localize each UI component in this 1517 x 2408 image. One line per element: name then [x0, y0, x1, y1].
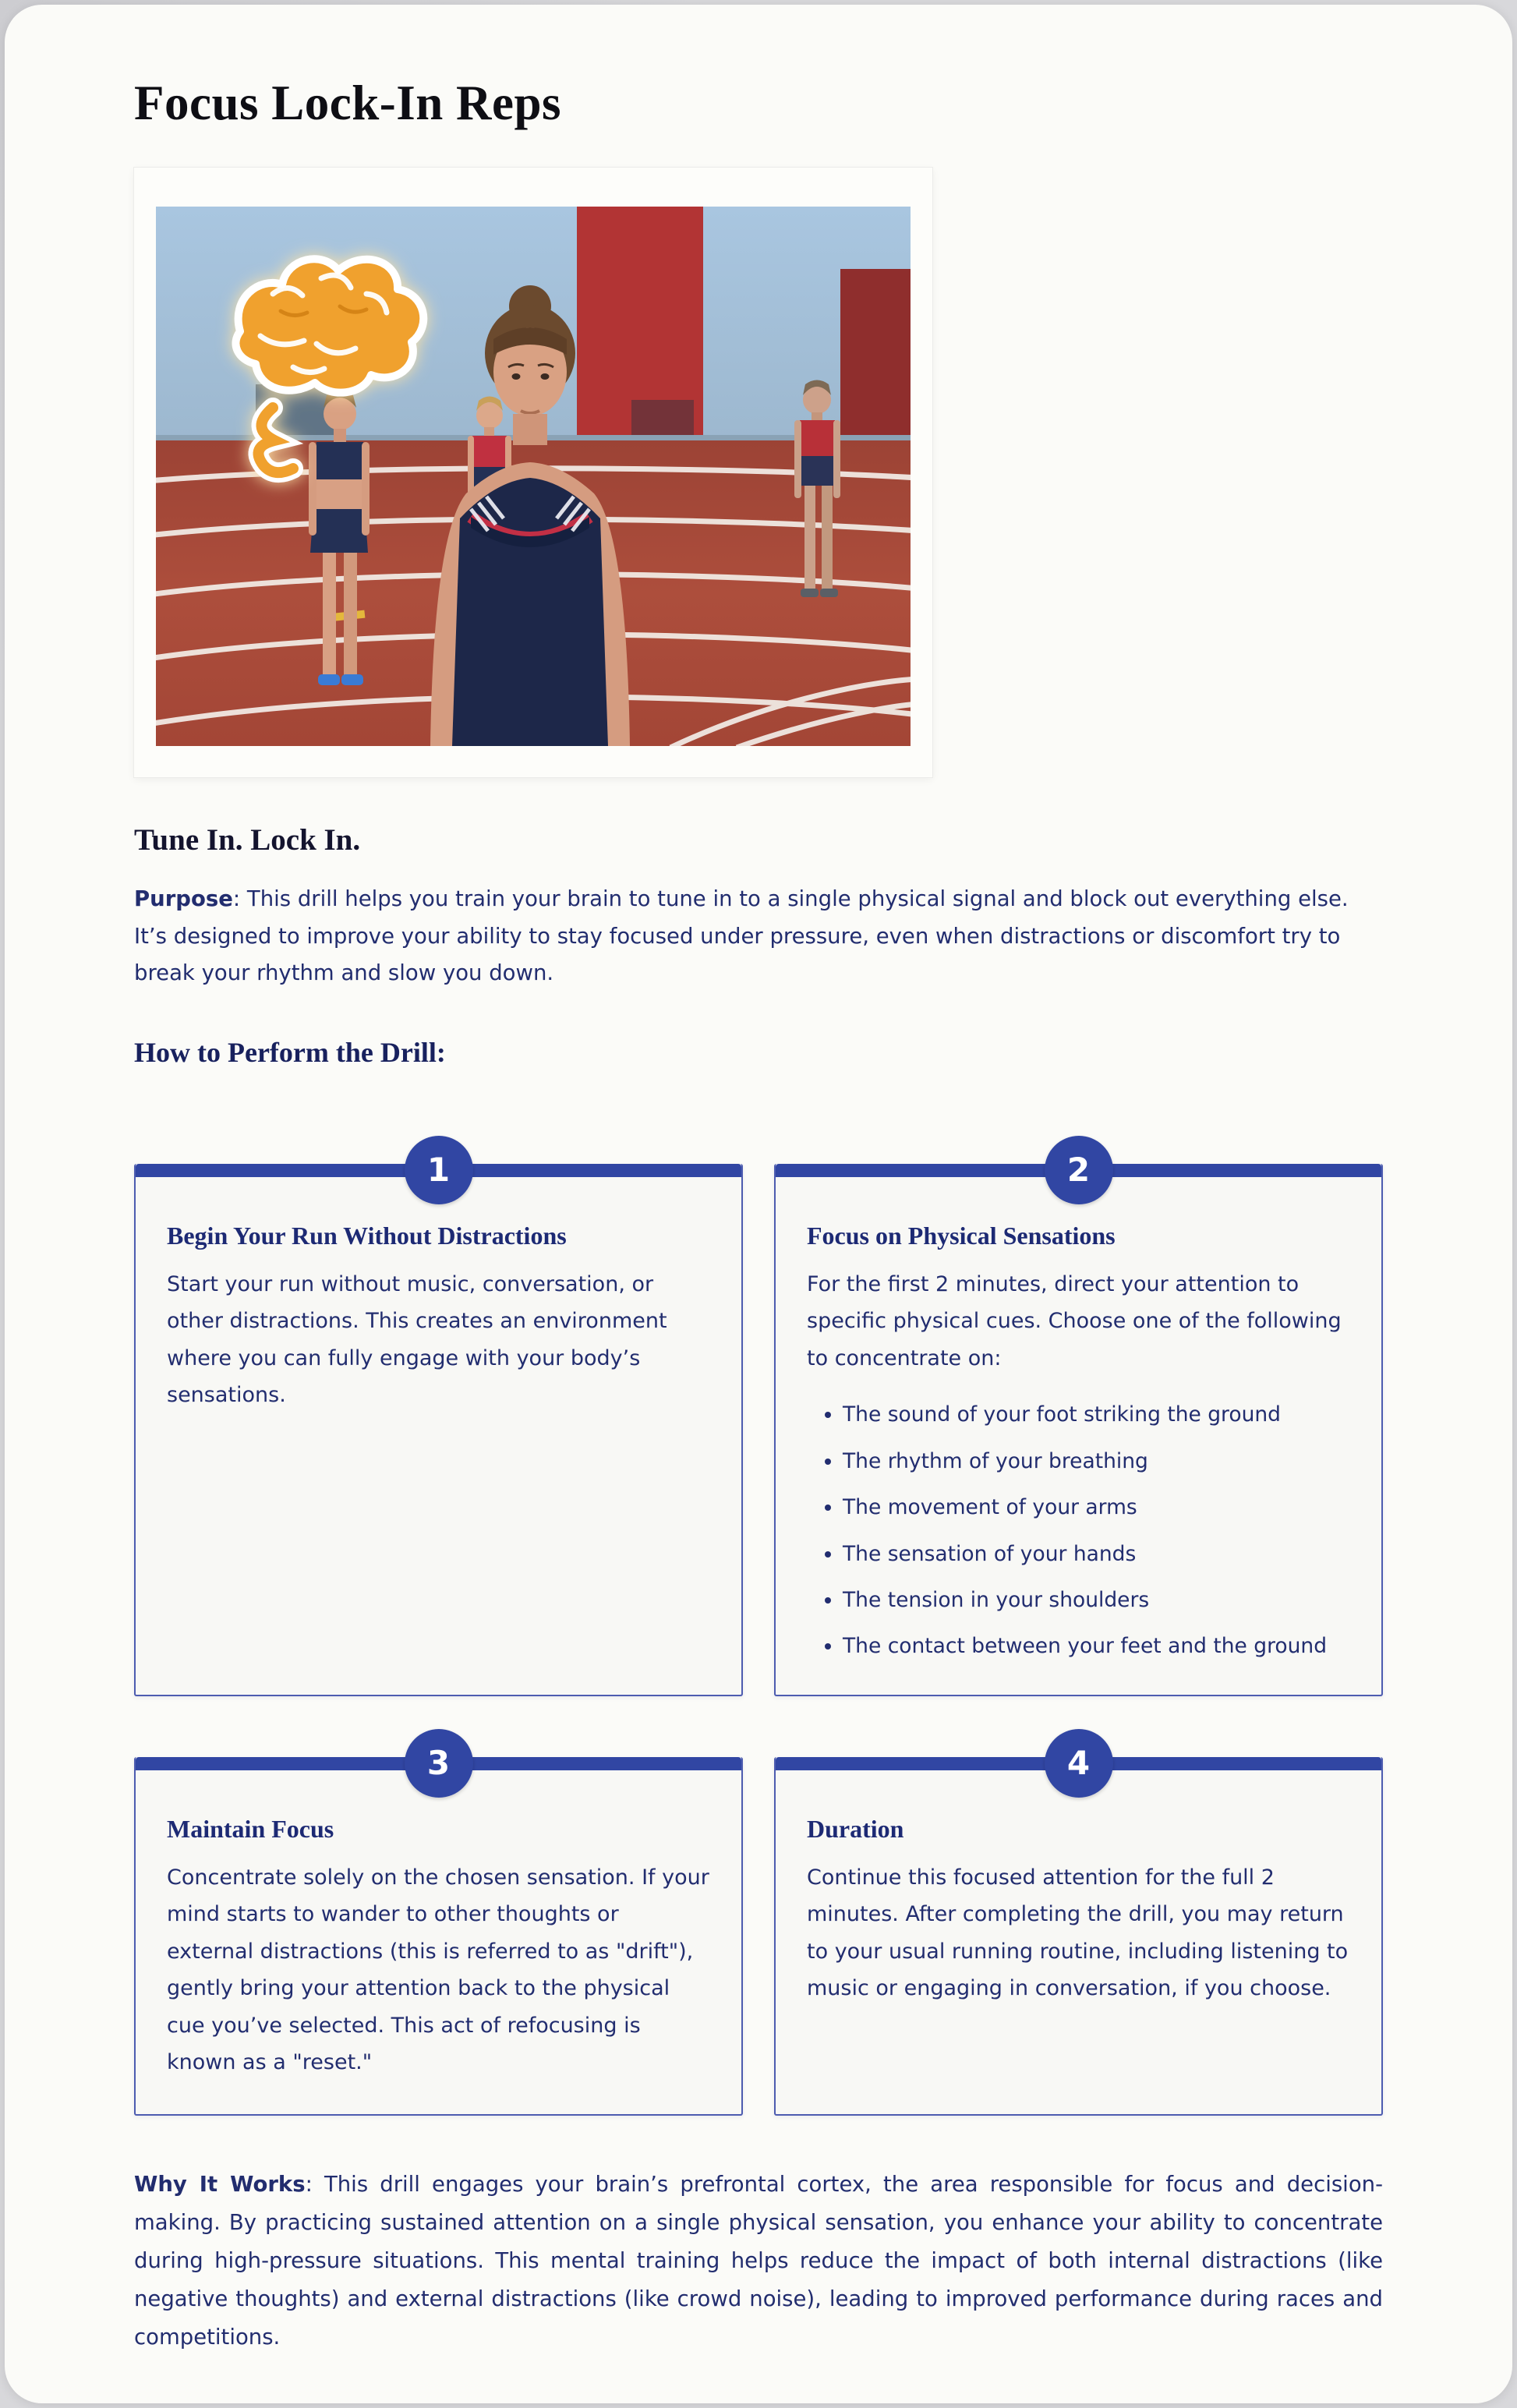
list-item: • The movement of your arms — [843, 1493, 1350, 1522]
purpose-text: : This drill helps you train your brain to tune in to a single physical signal and block out everything else. It’s designed to improve your ability to stay focused under pressure, even when distractions or discomfort try to break your rhythm and slow you down. — [134, 886, 1349, 986]
sensation-list — [807, 1400, 1350, 1662]
step-body: Start your run without music, conversation, or other distractions. This creates an environment where you can fully engage with your body’s sensations. — [167, 1271, 667, 1408]
page-title: Focus Lock-In Reps — [134, 76, 562, 130]
step-card-4 — [774, 1744, 1383, 2116]
step-card-1 — [134, 1151, 743, 1696]
step-title: Duration — [807, 1814, 904, 1843]
step-number-badge: 3 — [405, 1729, 473, 1798]
list-item: • The rhythm of your breathing — [843, 1447, 1350, 1476]
runners-track-illustration — [156, 207, 911, 746]
list-item: • The tension in your shoulders — [843, 1586, 1350, 1615]
hero-photo — [134, 168, 932, 777]
step-title: Focus on Physical Sensations — [807, 1221, 1116, 1250]
why-text: : This drill engages your brain’s prefrontal cortex, the area responsible for focus and decision-making. By practicing sustained attention on a single physical sensation, you enhance your ability to concentrate during high-pressure situations. This mental training helps reduce the impact of both internal distractions (like negative thoughts) and external distractions (like crowd noise), leading to improved performance during races and competitions. — [134, 2171, 1383, 2350]
purpose-label: Purpose — [134, 886, 233, 911]
document-content — [5, 5, 1512, 2403]
list-item: • The sound of your foot striking the ground — [843, 1400, 1350, 1430]
list-item: • The contact between your feet and the ground — [843, 1632, 1350, 1661]
step-title: Maintain Focus — [167, 1814, 334, 1843]
step-body: Concentrate solely on the chosen sensation. If your mind starts to wander to other thoughts or external distractions (this is referred to as "drift"), gently bring your attention back to the physical cue you’ve selected. This act of refocusing is known as a "reset." — [167, 1865, 709, 2075]
steps-grid — [134, 1151, 1383, 2116]
step-body: For the first 2 minutes, direct your attention to specific physical cues. Choose one of the following to concentrate on: — [807, 1271, 1342, 1370]
step-number-badge: 2 — [1045, 1136, 1113, 1204]
red-side-wall — [840, 269, 911, 440]
step-card-3 — [134, 1744, 743, 2116]
document-sheet — [5, 5, 1512, 2403]
step-body: Continue this focused attention for the full 2 minutes. After completing the drill, you may return to your usual running routine, including listening to music or engaging in conversation, if you choose. — [807, 1865, 1349, 2001]
how-to-heading: How to Perform the Drill: — [134, 1036, 446, 1068]
step-number-badge: 1 — [405, 1136, 473, 1204]
list-item: • The sensation of your hands — [843, 1540, 1350, 1569]
why-paragraph — [134, 2166, 1383, 2357]
section-subtitle: Tune In. Lock In. — [134, 823, 361, 857]
why-label: Why It Works — [134, 2171, 306, 2197]
step-title: Begin Your Run Without Distractions — [167, 1221, 567, 1250]
step-card-2 — [774, 1151, 1383, 1696]
purpose-paragraph — [134, 881, 1383, 992]
step-number-badge: 4 — [1045, 1729, 1113, 1798]
